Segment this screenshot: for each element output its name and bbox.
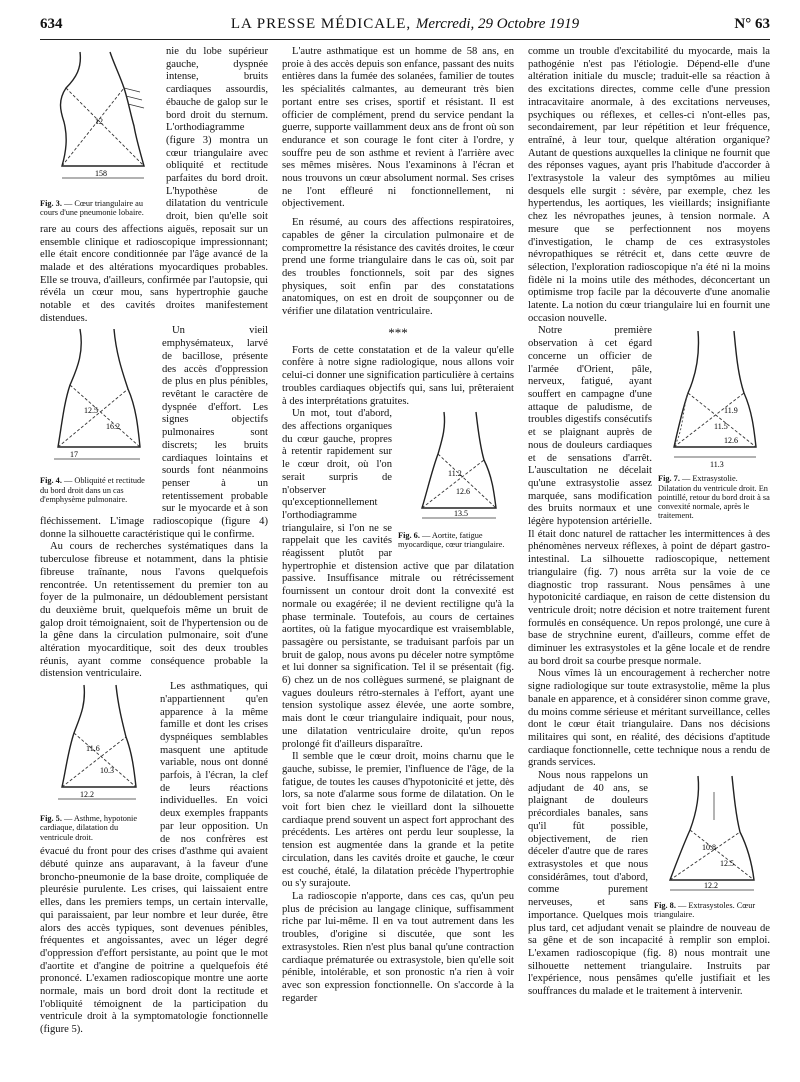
figure-5-caption xyxy=(40,814,152,842)
figure-5-caption-label: Fig. 5. xyxy=(40,814,62,824)
figure-4-measure-3: 17 xyxy=(70,450,78,460)
figure-3-measure-1: 12 xyxy=(95,117,103,126)
figure-5-caption-text: — Asthme, hypotonie cardiaque, dilatation du ventricule droit. xyxy=(40,814,138,842)
figure-7-measure-4: 11.3 xyxy=(710,460,724,470)
figure-6-measure-1: 11.2 xyxy=(448,469,462,479)
figure-5 xyxy=(40,683,152,842)
figure-3-caption-text: — Cœur triangulaire au cours d'une pneumonie lobaire. xyxy=(40,199,144,218)
figure-3-measure-2: 158 xyxy=(95,169,107,178)
figure-4-caption-label: Fig. 4. xyxy=(40,476,62,486)
page-number: 634 xyxy=(40,16,63,32)
col2-paragraph-6: La radioscopie n'apporte, dans ces cas, qu'un peu plus de précision au langage clinique, suffisamment riche par lui-même. Il en va tout autrement dans les troubles, d'origine si discutée, que sont les extrasystoles. Rien n'est plus banal qu'une contraction cardiaque prématurée ou extrasystole, bien qu'elle soit pénible, intolérable, et son pronostic n'a rien à voir avec son expression fonctionnelle. On s'accorde à la regarder xyxy=(282,891,514,1004)
figure-7-drawing xyxy=(658,329,770,473)
figure-6-caption-text: — Aortite, fatigue myocardique, cœur triangulaire. xyxy=(398,531,505,550)
journal-name: LA PRESSE MÉDICALE xyxy=(230,16,407,32)
column-left xyxy=(40,46,268,1074)
col1-paragraph-1: nie du lobe supérieur gauche, dyspnée intense, bruits cardiaques assourdis, ébauche de galop sur le bord droit du sternum. L'orthodiagramme (figure 3) montra un cœur triangulaire avec obliquité et rectitude parfaites du bord droit. L'hypothèse de dilatation du ventricule droit, bien qu'elle soit rare au cours des affections aiguës, reposait sur un ensemble clinique et radioscopique impressionnant; elle était encore conditionnée par l'âge avancé de la malade et des altérations myocardiques probables. Elle se trouva, d'ailleurs, confirmée par l'autopsie, qui révéla un cœur mou, sans hypertrophie gauche notable et des cavités droites manifestement distendues. xyxy=(40,46,268,324)
figure-4 xyxy=(40,327,154,504)
col2-paragraph-5: Il semble que le cœur droit, moins charnu que le gauche, subisse, le premier, l'influence de l'âge, de la fatigue, de toutes les causes d'hypotonicité et jette, dès lors, sa note d'alarme sous forme de dilatation. On le voit fort bien chez le vieillard dont la silhouette cardiaque prend souvent un aspect fort approchant des précédents. Les artères ont perdu leur souplesse, la tension est augmentée dans la grande et la petite circulation, dans les cavités droite et gauche, le cœur est couché, étalé, la dilatation précède l'hypertrophie ou s'y surajoute. xyxy=(282,751,514,890)
figure-6-measure-3: 13.5 xyxy=(454,509,468,519)
section-separator: *** xyxy=(388,324,408,340)
figure-8-caption xyxy=(654,901,770,919)
figure-3-caption xyxy=(40,199,158,217)
figure-3 xyxy=(40,48,158,217)
col1-paragraph-3: Au cours de recherches systématiques dans la tuberculose fibreuse et notamment, dans la phtisie fibreuse traînante, nous l'avons quelquefois rencontrée. Un retentissement du premier ton au foyer de la pulmonaire, un dédoublement persistant du deuxième bruit, quelquefois même un bruit de galop droit témoignaient, soit de l'hypertension ou de la gêne dans la circulation pulmonaire, soit d'une altération myocarditique, soit des deux troubles réunis, ayant comme conséquence probable la distension ventriculaire. xyxy=(40,541,268,680)
figure-7 xyxy=(658,329,770,520)
figure-8-drawing xyxy=(654,774,770,900)
figure-6-drawing xyxy=(398,410,514,530)
figure-5-measure-1: 11.6 xyxy=(86,744,100,754)
figure-3-caption-label: Fig. 3. xyxy=(40,199,62,208)
figure-3-drawing xyxy=(40,48,158,198)
figure-8-measure-2: 12.5 xyxy=(720,859,734,869)
figure-5-drawing xyxy=(40,683,152,813)
figure-7-measure-1: 11.9 xyxy=(724,406,738,416)
page-header xyxy=(40,12,770,36)
figure-7-caption-label: Fig. 7. xyxy=(658,474,680,484)
col3-paragraph-3: Nous vîmes là un encouragement à rechercher notre signe radiologique sur toute extrasystolie, même la plus banale en apparence, et à considérer sinon comme grave, du moins comme sérieuse et méritant surveillance, celles dont le cœur était triangulaire. Dans nos décisions militaires qui sont, en réalité, des décisions d'aptitude cardiaque fonctionnelle, cette technique nous a rendu de grands services. xyxy=(528,668,770,769)
figure-4-caption xyxy=(40,476,154,504)
figure-7-caption-text: — Extrasystolie. Dilatation du ventricule droit. En pointillé, retour du bord droit à sa convexité normale, après le traitement. xyxy=(658,474,770,521)
figure-4-measure-2: 16.2 xyxy=(106,422,120,432)
figure-8-measure-3: 12.2 xyxy=(704,881,718,891)
column-middle xyxy=(282,46,514,1074)
col3-paragraph-4: Nous nous rappelons un adjudant de 40 ans, se plaignant de douleurs précordiales banales, sans qu'il fût possible, objectivement, de rien déceler d'autre que de rares extrasystoles et que nous considérâmes, tout d'abord, comme purement nerveuses, et sans importance. Quelques mois plus tard, cet adjudant venait se plaindre de nouveau de sa gêne et de son incapacité à remplir son emploi. L'examen radioscopique (fig. 8) nous montrait une silhouette nettement triangulaire. Instruits par l'expérience, nous pensâmes qu'elle justifiait et les souffrances du malade et le traitement à intervenir. xyxy=(528,770,770,998)
figure-8-measure-1: 10.8 xyxy=(702,843,716,853)
figure-4-measure-1: 12.5 xyxy=(84,406,98,416)
col2-paragraph-2: En résumé, au cours des affections respiratoires, capables de gêner la circulation pulmonaire et de compromettre la résistance des cavités droites, le cœur prend une forme triangulaire dans le cas où, soit par des troubles fonctionnels, soit par des signes physiques, soit enfin par des constatations anatomiques, on est en droit de soupçonner ou de vérifier une dilatation ventriculaire. xyxy=(282,217,514,318)
figure-7-caption xyxy=(658,474,770,520)
figure-4-caption-text: — Obliquité et rectitude du bord droit dans un cas d'emphysème pulmonaire. xyxy=(40,476,145,504)
figure-5-measure-2: 10.3 xyxy=(100,766,114,776)
figure-8-caption-text: — Extrasystoles. Cœur triangulaire. xyxy=(654,901,756,920)
col1-paragraph-2: Un vieil emphysémateux, larvé de bacillose, présente des accès d'oppression de plus en plus pénibles, revêtant le caractère de dyspnée d'effort. Les signes objectifs pulmonaires sont discrets; les bruits cardiaques lointains et sourds font néanmoins penser à un retentissement probable sur le myocarde et à son fléchissement. L'image radioscopique (figure 4) donne la silhouette caractéristique qui le confirme. xyxy=(40,325,268,540)
col3-paragraph-1: comme un trouble d'excitabilité du myocarde, mais la pathogénie n'est pas l'étiologie. Dépend-elle d'une altération initiale du muscle; traduit-elle sa réaction à des excitations directes, comme celle d'une pression intracavitaire anormale, à des excitations nerveuses, psychiques ou réflexes, et celles-ci n'ont-elles pas, secondairement, par leur répétition et leur fréquence, entraîné, à leur tour, quelque altération organique? Autant de questions auxquelles la clinique ne fournit que des réponses vagues, ayant pris l'habitude d'accorder à l'extrasystole la valeur des symptômes au milieu desquels elle surgit : sévère, par exemple, chez les hypertendus, les aortiques, les vieillards; insignifiante chez les névropathes jeunes, à tension normale. A mesure que se perfectionnent nos moyens d'investigation, le champ de ces extrasystoles névropathiques se rétrécit et, dans cette œuvre de sélection, l'exploration radioscopique n'a été ni la moins fidèle ni la moins utile des méthodes, déconcertant un optimisme trop facile par la découverte d'une anomalie latente. La notion du cœur triangulaire lui en fournit une occasion nouvelle. xyxy=(528,46,770,324)
col1-paragraph-4: Les asthmatiques, qui n'appartiennent qu'en apparence à la même famille et dont les crises dyspnéiques semblables masquent une aptitude variable, nous ont donné parfois, à l'écran, la clef de leurs réactions individuelles. En voici deux exemples frappants par leur opposition. Un de nos confrères est évacué du front pour des crises d'asthme qui avaient débuté quinze ans auparavant, à la faveur d'une broncho-pneumonie de la base droite, compliquée de pleurésie purulente. Les crises, qui laissaient entre elles, dans les premiers temps, un certain intervalle, qui paraissaient, par leur nombre et leur durée, être alors des accès typiques, sont devenues pénibles, fréquentes et angoissantes, avec un léger degré d'oppression d'effort persistante, au point que le mot d'aortite et d'angine de poitrine a quelquefois été prononcé. L'examen radioscopique montre une aorte normale, mais un bord droit dont la rectitude et l'obliquité témoignent de la participation du ventricule droit à la symptomatologie fonctionnelle (figure 5). xyxy=(40,681,268,1036)
figure-6-caption-label: Fig. 6. xyxy=(398,531,420,541)
col2-paragraph-4: Un mot, tout d'abord, des affections organiques du cœur gauche, propres à retentir rapidement sur le cœur droit, où l'on serait surpris de n'observer qu'exceptionnellement l'orthodiagramme triangulaire, si l'on ne se rappelait que les cavités réagissent plutôt par hypertrophie et distension active que par dilatation passive. Insuffisance mitrale ou rétrécissement fournissent un contour droit dont la convexité est normale ou exagérée; il ne devient rectiligne qu'à la phase terminale. Toutefois, au cours de certaines aortites, où la fatigue myocardique est vraisemblable, passagère ou persistante, se traduisant parfois par un bruit de galop, nous avons pu déceler notre symptôme et lui donner sa signification. Tel il se présentait (fig. 6) chez un de nos collègues surmené, se plaignant de vagues douleurs rétro-sternales à l'effort, ayant une tension systolique assez élevée, une aorte sombre, mais dont le cœur triangulaire indiquait, pour nous, une dilatation ventriculaire droite, qu'un repos prolongé fit d'ailleurs disparaître. xyxy=(282,408,514,750)
col2-paragraph-1: L'autre asthmatique est un homme de 58 ans, en proie à des accès depuis son enfance, passant des nuits entières dans la fumée des solanées, familier de toutes les spécialités calmantes, au demeurant très bien portant entre ses crises, sportif et résistant. Il est officier de complément, prend du service pendant la guerre, supporte vaillamment deux ans de front où son endurance et son courage le font citer à l'ordre, y souffre peu de son asthme et revient à l'arrière avec ses mêmes misères. Nous l'examinons à l'écran et nous trouvons un cœur absolument normal. Ses crises ne l'ont effleuré ni fonctionnellement, ni objectivement. xyxy=(282,46,514,210)
figure-7-measure-2: 11.5 xyxy=(714,422,728,432)
journal-title: LA PRESSE MÉDICALE, Mercredi, 29 Octobre 1919 xyxy=(230,16,580,32)
issue-number: N° 63 xyxy=(734,16,770,32)
issue-date: Mercredi, 29 Octobre 1919 xyxy=(415,16,580,32)
figure-6 xyxy=(398,410,514,549)
col2-paragraph-3: Forts de cette constatation et de la valeur qu'elle confère à notre signe radiologique, nous allons voir celui-ci donner une signification particulière à certains troubles cardiaques objectifs qui, sans lui, prêteraient à des interprétations gratuites. xyxy=(282,344,514,407)
figure-6-measure-2: 12.6 xyxy=(456,487,470,497)
figure-4-drawing xyxy=(40,327,154,475)
column-right xyxy=(528,46,770,1074)
figure-6-caption xyxy=(398,531,514,549)
figure-8 xyxy=(654,774,770,919)
col3-paragraph-2: Notre première observation à cet égard concerne un officier de l'armée d'Orient, pâle, nerveux, fatigué, ayant souffert en campagne d'une attaque de paludisme, de troubles digestifs consécutifs et se plaignant auprès de nous de douleurs cardiaques et de sensations d'arrêt. L'auscultation ne décelait qu'une extrasystolie assez marquée, sans modification des bruits normaux et une légère hypotension artérielle. Il était donc naturel de rattacher les intermittences à des phénomènes nerveux réflexes, à point de départ gastro-intestinal. La silhouette radioscopique, nettement triangulaire (fig. 7) nous arrêta sur la voie de ce diagnostic trop rassurant. Nous pensâmes à une hypotonicité cardiaque, en raison de cette distension du ventricule droit; notre décision et notre traitement furent formulés en conséquence. Un repos prolongé, une cure à base de strychnine eurent, d'ailleurs, comme effet de diminuer les extrasystoles et la gêne locale et de rendre au bord droit sa courbe presque normale. xyxy=(528,325,770,667)
figure-5-measure-3: 12.2 xyxy=(80,790,94,800)
figure-7-measure-3: 12.6 xyxy=(724,436,738,446)
header-rule xyxy=(40,39,770,40)
figure-8-caption-label: Fig. 8. xyxy=(654,901,676,911)
